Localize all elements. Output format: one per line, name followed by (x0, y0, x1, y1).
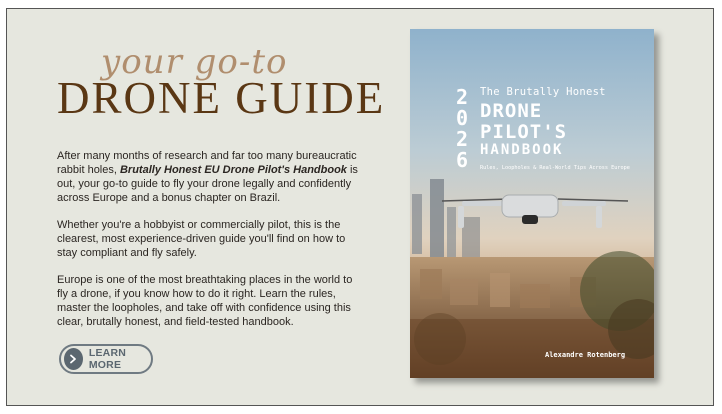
book-title-line-3: HANDBOOK (480, 142, 564, 158)
book-author: Alexandre Rotenberg (545, 351, 626, 359)
paragraph-3: Europe is one of the most breathtaking places in the world to fly a drone, if you know how to do it right. Learn the rules, master the loopholes, and take off with confidence using this clear, brutally honest, and field-tested handbook. (57, 274, 353, 328)
book-tagline: Rules, Loopholes & Real-World Tips Across Europe (480, 165, 630, 171)
chevron-right-icon (64, 348, 83, 370)
book-title-line-2: PILOT'S (480, 121, 568, 143)
book-title-line-1: DRONE (480, 100, 543, 122)
paragraph-1 (57, 149, 362, 205)
year-digit: 6 (455, 148, 469, 172)
book-subtitle: The Brutally Honest (480, 86, 606, 98)
paragraph-1-start: After many months of research and far too many bureaucratic rabbit holes, (57, 150, 357, 176)
year-digit: 2 (455, 85, 469, 109)
book-title-emphasis: Brutally Honest EU Drone Pilot's Handbook (119, 164, 347, 176)
promo-banner (6, 8, 714, 406)
year-digit: 2 (455, 127, 469, 151)
learn-more-button[interactable] (59, 344, 153, 374)
learn-more-label: LEARN MORE (88, 347, 127, 371)
year-digit: 0 (455, 106, 469, 130)
title-block (57, 42, 386, 123)
book-year (454, 87, 470, 171)
main-title: DRONE GUIDE (57, 73, 386, 123)
paragraph-2: Whether you're a hobbyist or commercially pilot, this is the clearest, most experience-driven guide you'll find on how to stay compliant and fly safely. (57, 219, 346, 259)
paragraph-1-end: is out, your go-to guide to fly your drone legally and confidently across Europe and a bonus chapter on Brazil. (57, 164, 358, 204)
description (57, 149, 362, 342)
script-title: your go-to (101, 42, 288, 82)
book-cover (410, 29, 654, 378)
book-cover-text (410, 29, 654, 378)
